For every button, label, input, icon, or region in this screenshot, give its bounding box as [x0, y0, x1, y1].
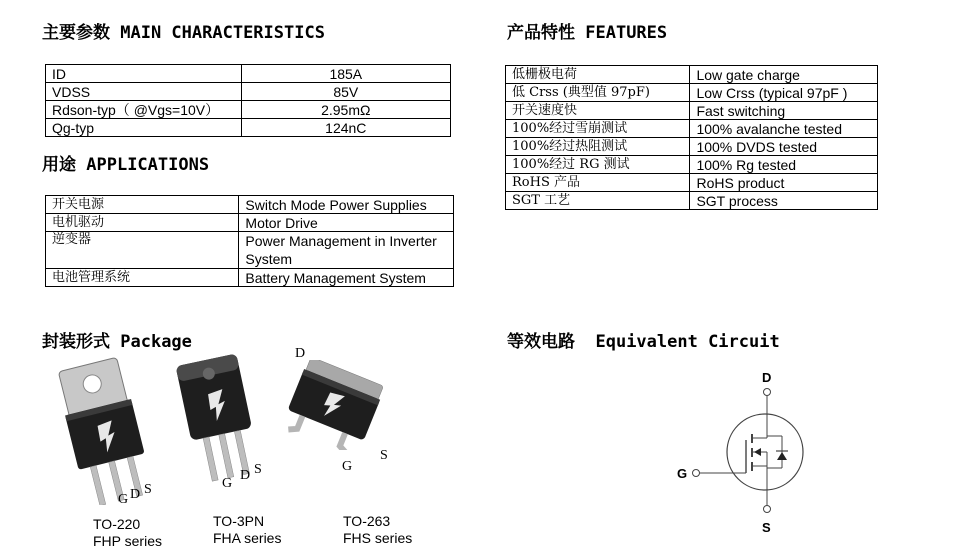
to220-package-image — [40, 355, 180, 505]
feature-en-cell: Low gate charge — [690, 66, 878, 84]
to3pn-pin-d: D — [240, 468, 251, 483]
package-name: TO-263 — [343, 513, 391, 529]
heading-cn: 封装形式 — [42, 332, 110, 352]
heading-en: MAIN CHARACTERISTICS — [120, 23, 325, 43]
table-row — [506, 174, 878, 192]
gate-label: G — [677, 466, 688, 481]
package-heading — [42, 327, 192, 352]
feature-en-cell: 100% avalanche tested — [690, 120, 878, 138]
value-cell: 185A — [241, 65, 450, 83]
table-row — [506, 66, 878, 84]
to263-label — [343, 513, 412, 547]
to3pn-pin-s: S — [254, 462, 262, 477]
table-row — [506, 102, 878, 120]
table-row — [46, 101, 451, 119]
table-row — [46, 269, 454, 287]
param-cell: Rdson-typ（ @Vgs=10V） — [46, 101, 242, 119]
app-en-cell: Motor Drive — [239, 214, 454, 232]
feature-cn-cell: 100%经过雪崩测试 — [506, 120, 690, 138]
table-row — [46, 214, 454, 232]
package-series: FHS series — [343, 530, 413, 546]
app-cn-cell: 开关电源 — [46, 196, 239, 214]
feature-cn-cell: 开关速度快 — [506, 102, 690, 120]
applications-table — [45, 195, 454, 287]
mosfet-symbol — [690, 380, 810, 520]
to220-pin-d: D — [130, 487, 141, 502]
equivalent-circuit-heading — [507, 327, 780, 352]
to263-pin-s: S — [380, 448, 388, 463]
heading-en: Equivalent Circuit — [595, 332, 780, 352]
feature-cn-cell: SGT 工艺 — [506, 192, 690, 210]
to3pn-pin-g: G — [222, 476, 233, 491]
feature-cn-cell: 100%经过 RG 测试 — [506, 156, 690, 174]
heading-cn: 主要参数 — [42, 23, 110, 43]
feature-en-cell: RoHS product — [690, 174, 878, 192]
feature-en-cell: Low Crss (typical 97pF ) — [690, 84, 878, 102]
to263-pin-d: D — [295, 346, 306, 361]
app-cn-cell: 逆变器 — [46, 232, 239, 269]
to3pn-package-image — [165, 352, 285, 482]
heading-en: FEATURES — [585, 23, 668, 43]
to220-label — [93, 516, 162, 550]
table-row — [46, 196, 454, 214]
table-row — [506, 120, 878, 138]
app-en-cell: Power Management in Inverter System — [239, 232, 454, 269]
table-row — [46, 119, 451, 137]
package-name: TO-3PN — [213, 513, 265, 529]
to220-pin-g: G — [118, 492, 129, 507]
feature-cn-cell: 100%经过热阻测试 — [506, 138, 690, 156]
applications-heading — [42, 150, 209, 175]
source-label: S — [762, 520, 771, 535]
to220-pin-s: S — [144, 482, 152, 497]
heading-cn: 产品特性 — [507, 23, 575, 43]
table-row — [46, 65, 451, 83]
heading-cn: 等效电路 — [507, 332, 575, 352]
main-characteristics-table — [45, 64, 451, 137]
param-cell: Qg-typ — [46, 119, 242, 137]
to263-package-image — [283, 360, 393, 450]
value-cell: 124nC — [241, 119, 450, 137]
app-en-cell: Switch Mode Power Supplies — [239, 196, 454, 214]
feature-en-cell: 100% Rg tested — [690, 156, 878, 174]
table-row — [506, 84, 878, 102]
heading-en: APPLICATIONS — [86, 155, 210, 175]
package-series: FHA series — [213, 530, 282, 546]
feature-cn-cell: 低 Crss (典型值 97pF) — [506, 84, 690, 102]
value-cell: 2.95mΩ — [241, 101, 450, 119]
heading-en: Package — [120, 332, 192, 352]
feature-en-cell: 100% DVDS tested — [690, 138, 878, 156]
package-series: FHP series — [93, 533, 162, 549]
table-row — [46, 83, 451, 101]
value-cell: 85V — [241, 83, 450, 101]
to263-pin-g: G — [342, 459, 353, 474]
table-row — [46, 232, 454, 269]
features-heading — [507, 18, 667, 43]
drain-label: D — [762, 370, 772, 385]
app-en-cell: Battery Management System — [239, 269, 454, 287]
feature-en-cell: Fast switching — [690, 102, 878, 120]
package-name: TO-220 — [93, 516, 141, 532]
feature-cn-cell: RoHS 产品 — [506, 174, 690, 192]
feature-en-cell: SGT process — [690, 192, 878, 210]
param-cell: VDSS — [46, 83, 242, 101]
app-cn-cell: 电池管理系统 — [46, 269, 239, 287]
table-row — [506, 156, 878, 174]
table-row — [506, 138, 878, 156]
table-row — [506, 192, 878, 210]
main-characteristics-heading — [42, 18, 325, 43]
param-cell: ID — [46, 65, 242, 83]
to3pn-label — [213, 513, 281, 547]
feature-cn-cell: 低栅极电荷 — [506, 66, 690, 84]
heading-cn: 用途 — [42, 155, 76, 175]
features-table — [505, 65, 878, 210]
app-cn-cell: 电机驱动 — [46, 214, 239, 232]
